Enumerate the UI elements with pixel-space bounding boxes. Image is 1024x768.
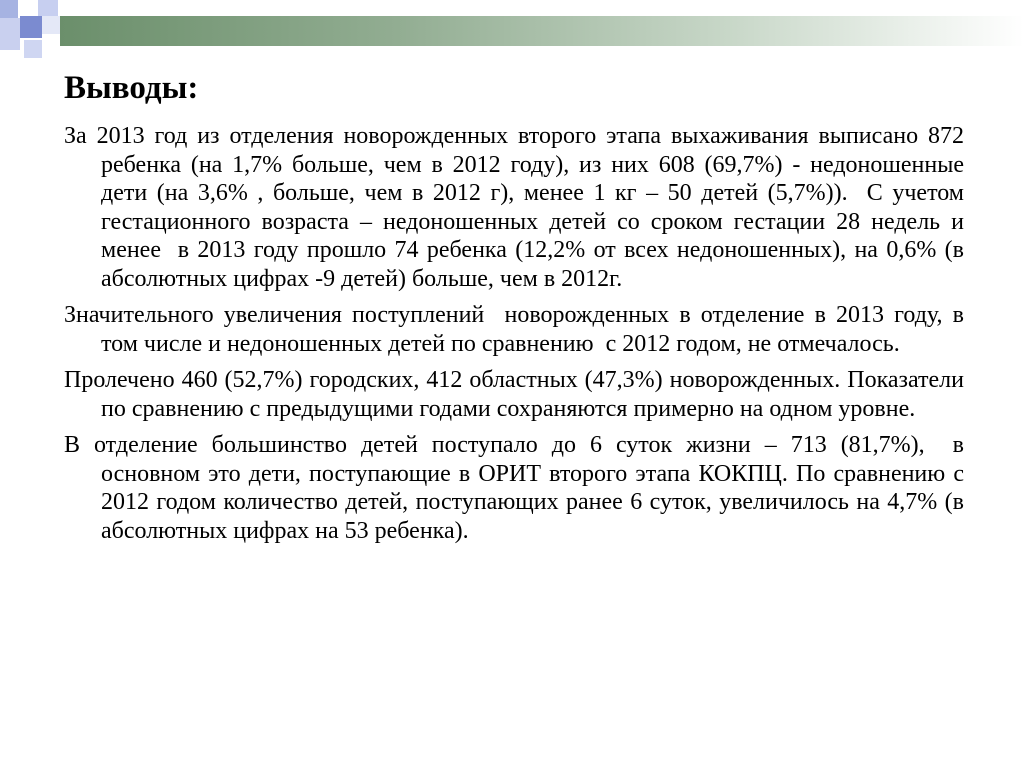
paragraph-admissions: Значительного увеличения поступлений новорожденных в отделение в 2013 году, в том числе и недоношенных детей по сравнению с 2012 годом, не отмечалось. [64, 302, 970, 357]
paragraph-admission-age: В отделение большинство детей поступало до 6 суток жизни – 713 (81,7%), в основном это дети, поступающие в ОРИТ второго этапа КОКПЦ. По сравнению с 2012 годом количество детей, поступающих ранее 6 суток, увеличилось на 4,7% (в абсолютных цифрах на 53 ребенка). [64, 432, 970, 544]
decor-square [42, 16, 60, 34]
decor-square [18, 0, 36, 16]
header-gradient-bar [60, 16, 1024, 46]
decor-square [24, 40, 42, 58]
slide-body [64, 122, 970, 553]
paragraph-treated: Пролечено 460 (52,7%) городских, 412 областных (47,3%) новорожденных. Показатели по сравнению с предыдущими годами сохраняются примерно на одном уровне. [64, 367, 970, 422]
decor-square [0, 18, 20, 50]
slide-title: Выводы: [64, 70, 199, 106]
decor-square [38, 0, 58, 16]
decor-square [0, 0, 18, 18]
decor-square [20, 16, 42, 38]
paragraph-discharge-summary: За 2013 год из отделения новорожденных второго этапа выхаживания выписано 872 ребенка (на 1,7% больше, чем в 2012 году), из них 608 (69,7%) - недоношенные дети (на 3,6% , больше, чем в 2012 г), менее 1 кг – 50 детей (5,7%)). С учетом гестационного возраста – недоношенных детей со сроком гестации 28 недель и менее в 2013 году прошло 74 ребенка (12,2% от всех недоношенных), на 0,6% (в абсолютных цифрах -9 детей) больше, чем в 2012г. [64, 123, 970, 292]
